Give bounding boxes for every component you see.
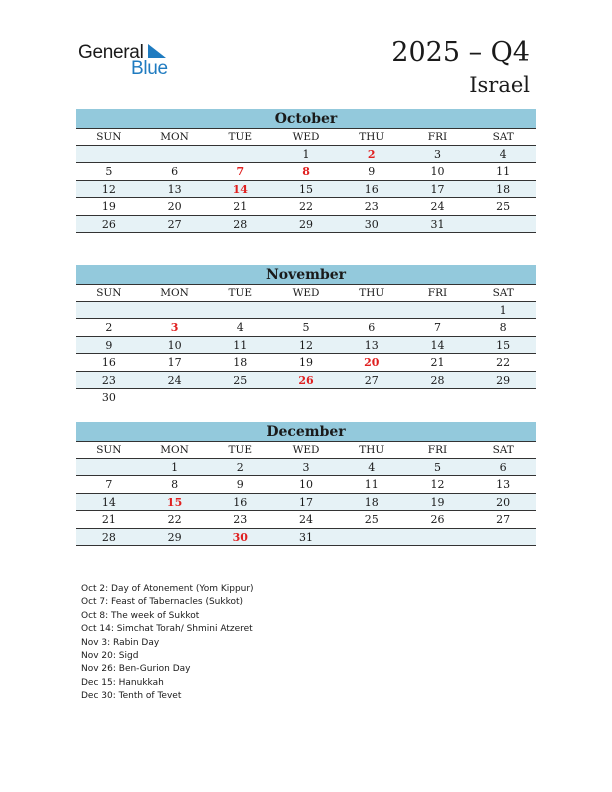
day-cell: 23 (101, 373, 116, 387)
weekday-label: TUE (228, 287, 253, 299)
weekday-label: FRI (427, 131, 448, 143)
day-cell: 7 (433, 321, 441, 334)
empty-day-cell (142, 146, 208, 163)
day-cell: 3 (433, 147, 441, 161)
day-cell: 21 (430, 356, 445, 369)
day-cell: 28 (233, 217, 248, 231)
day-cell: 27 (364, 373, 379, 387)
weekday-label: SAT (492, 444, 514, 456)
holiday-note: Nov 26: Ben-Gurion Day (81, 664, 191, 675)
holiday-note: Dec 15: Hanukkah (81, 677, 164, 688)
week-row (76, 216, 536, 234)
weekday-label: MON (160, 287, 189, 299)
day-cell: 20 (496, 495, 511, 509)
month-december (76, 422, 536, 546)
day-cell: 1 (302, 147, 310, 161)
day-cell: 16 (233, 495, 248, 509)
country-name: Israel (469, 73, 530, 97)
weekday-label: SUN (96, 131, 122, 143)
empty-day-cell (405, 389, 471, 407)
empty-day-cell (76, 146, 142, 163)
day-cell: 21 (101, 513, 116, 526)
day-cell: 11 (364, 478, 379, 491)
empty-day-cell (273, 302, 339, 319)
day-cell: 27 (167, 217, 182, 231)
day-cell: 3 (170, 321, 179, 334)
week-row (76, 198, 536, 216)
day-cell: 13 (167, 182, 182, 196)
day-cell: 7 (105, 478, 113, 491)
week-row (76, 163, 536, 181)
day-cell: 4 (499, 147, 507, 161)
day-cell: 29 (496, 373, 511, 387)
month-name: October (76, 109, 536, 128)
week-row (76, 529, 536, 547)
empty-day-cell (207, 389, 273, 407)
day-cell: 10 (167, 338, 182, 352)
logo-general-text: General (78, 42, 144, 63)
month-november (76, 265, 536, 407)
holiday-note: Dec 30: Tenth of Tevet (81, 691, 182, 702)
day-cell: 26 (298, 373, 314, 387)
day-cell: 6 (499, 460, 507, 474)
week-row (76, 337, 536, 355)
empty-day-cell (470, 529, 536, 546)
day-cell: 15 (166, 495, 183, 509)
day-cell: 4 (368, 460, 376, 474)
weekday-label: SAT (492, 131, 514, 143)
empty-day-cell (207, 302, 273, 319)
day-cell: 22 (299, 200, 314, 213)
weekday-label: MON (160, 444, 189, 456)
weekday-label: SUN (96, 287, 122, 299)
week-row (76, 319, 536, 337)
week-row (76, 302, 536, 320)
empty-day-cell (339, 302, 405, 319)
weekday-label: WED (292, 131, 320, 143)
empty-day-cell (470, 389, 536, 407)
day-cell: 9 (368, 165, 376, 178)
week-row (76, 181, 536, 199)
day-cell: 2 (236, 460, 244, 474)
week-row (76, 476, 536, 494)
day-cell: 7 (236, 165, 245, 178)
day-cell: 19 (299, 356, 314, 369)
day-cell: 17 (167, 356, 182, 369)
month-name: November (76, 265, 536, 284)
day-cell: 11 (496, 165, 511, 178)
day-cell: 5 (302, 321, 310, 334)
day-cell: 22 (167, 513, 182, 526)
day-cell: 27 (496, 513, 511, 526)
day-cell: 1 (499, 303, 507, 317)
day-cell: 17 (299, 495, 314, 509)
day-cell: 31 (430, 217, 445, 231)
holiday-notes (81, 583, 254, 704)
day-cell: 5 (433, 460, 441, 474)
day-cell: 21 (233, 200, 248, 213)
day-cell: 28 (101, 530, 116, 544)
day-cell: 9 (236, 478, 244, 491)
day-cell: 18 (496, 182, 511, 196)
day-cell: 6 (368, 321, 376, 334)
weekday-header-row (76, 128, 536, 146)
day-cell: 12 (101, 182, 116, 196)
day-cell: 15 (496, 338, 511, 352)
holiday-note: Nov 20: Sigd (81, 651, 139, 662)
holiday-note: Oct 2: Day of Atonement (Yom Kippur) (81, 584, 254, 594)
week-row (76, 354, 536, 372)
empty-day-cell (142, 302, 208, 319)
day-cell: 12 (430, 478, 445, 491)
day-cell: 13 (364, 338, 379, 352)
weekday-label: SUN (96, 444, 122, 456)
day-cell: 16 (101, 356, 116, 369)
day-cell: 30 (101, 391, 116, 404)
empty-day-cell (207, 146, 273, 163)
week-row (76, 511, 536, 529)
day-cell: 24 (430, 200, 445, 213)
day-cell: 26 (430, 513, 445, 526)
weekday-header-row (76, 441, 536, 459)
day-cell: 8 (499, 321, 507, 334)
day-cell: 23 (233, 513, 248, 526)
day-cell: 5 (105, 165, 113, 178)
day-cell: 13 (496, 478, 511, 491)
weekday-label: FRI (427, 444, 448, 456)
empty-day-cell (273, 389, 339, 407)
day-cell: 25 (496, 200, 511, 213)
day-cell: 19 (101, 200, 116, 213)
logo (78, 40, 188, 80)
weekday-header-row (76, 284, 536, 302)
day-cell: 25 (364, 513, 379, 526)
day-cell: 30 (364, 217, 379, 231)
day-cell: 14 (232, 182, 248, 196)
day-cell: 25 (233, 373, 248, 387)
day-cell: 8 (302, 165, 310, 178)
month-name: December (76, 422, 536, 441)
empty-day-cell (339, 389, 405, 407)
week-row (76, 494, 536, 512)
day-cell: 30 (232, 530, 248, 544)
empty-day-cell (76, 302, 142, 319)
day-cell: 29 (167, 530, 182, 544)
day-cell: 28 (430, 373, 445, 387)
holiday-note: Oct 14: Simchat Torah/ Shmini Atzeret (81, 624, 253, 635)
holiday-note: Nov 3: Rabin Day (81, 637, 160, 648)
day-cell: 19 (430, 495, 445, 509)
day-cell: 29 (299, 217, 314, 231)
day-cell: 23 (364, 200, 379, 213)
weekday-label: FRI (427, 287, 448, 299)
weekday-label: TUE (228, 444, 253, 456)
day-cell: 11 (233, 338, 248, 352)
weekday-label: THU (359, 444, 385, 456)
week-row (76, 146, 536, 164)
empty-day-cell (76, 459, 142, 476)
day-cell: 10 (299, 478, 314, 491)
empty-day-cell (405, 302, 471, 319)
holiday-note: Oct 8: The week of Sukkot (81, 610, 200, 621)
day-cell: 16 (364, 182, 379, 196)
day-cell: 9 (105, 338, 113, 352)
weekday-label: MON (160, 131, 189, 143)
empty-day-cell (339, 529, 405, 546)
month-october (76, 109, 536, 233)
empty-day-cell (405, 529, 471, 546)
day-cell: 31 (299, 530, 314, 544)
day-cell: 17 (430, 182, 445, 196)
empty-day-cell (470, 216, 536, 233)
weekday-label: WED (292, 444, 320, 456)
day-cell: 10 (430, 165, 445, 178)
week-row (76, 459, 536, 477)
day-cell: 26 (101, 217, 116, 231)
weekday-label: THU (359, 131, 385, 143)
day-cell: 3 (302, 460, 310, 474)
day-cell: 8 (171, 478, 179, 491)
page-title: 2025 – Q4 (391, 37, 530, 68)
day-cell: 6 (171, 165, 179, 178)
day-cell: 14 (101, 495, 116, 509)
day-cell: 18 (233, 356, 248, 369)
empty-day-cell (142, 389, 208, 407)
week-row (76, 372, 536, 390)
logo-blue-text: Blue (131, 58, 168, 79)
weekday-label: TUE (228, 131, 253, 143)
day-cell: 20 (167, 200, 182, 213)
day-cell: 20 (364, 356, 380, 369)
day-cell: 18 (364, 495, 379, 509)
day-cell: 4 (236, 321, 244, 334)
weekday-label: SAT (492, 287, 514, 299)
day-cell: 14 (430, 338, 445, 352)
day-cell: 24 (167, 373, 182, 387)
day-cell: 1 (171, 460, 179, 474)
day-cell: 15 (299, 182, 314, 196)
day-cell: 22 (496, 356, 511, 369)
day-cell: 2 (105, 321, 113, 334)
holiday-note: Oct 7: Feast of Tabernacles (Sukkot) (81, 597, 244, 608)
weekday-label: WED (292, 287, 320, 299)
week-row (76, 389, 536, 407)
day-cell: 2 (367, 147, 376, 161)
weekday-label: THU (359, 287, 385, 299)
day-cell: 24 (299, 513, 314, 526)
day-cell: 12 (299, 338, 314, 352)
